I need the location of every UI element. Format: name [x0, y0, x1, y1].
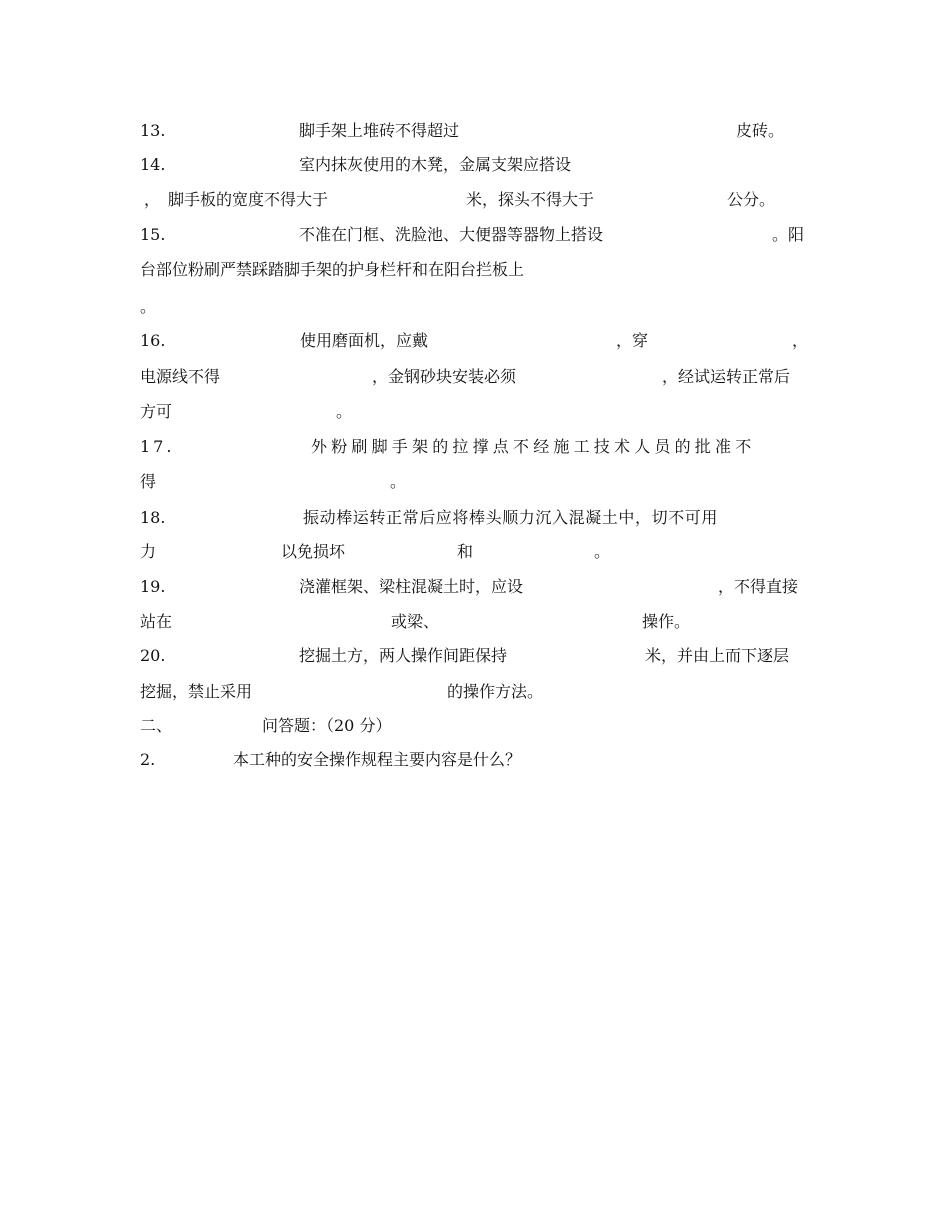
question-text-part: 和 — [457, 542, 474, 561]
section-title: 问答题：（20 分） — [262, 716, 392, 735]
question-text: 使用磨面机，应戴 — [300, 331, 429, 350]
question-number: 17. — [140, 437, 175, 456]
question-number: 19. — [140, 577, 166, 596]
question-17 — [0, 434, 950, 460]
question-text-tail: 。阳 — [772, 225, 805, 244]
question-number: 14. — [140, 155, 166, 174]
question-14-line-2 — [0, 187, 950, 213]
question-number: 18. — [140, 508, 166, 527]
question-text: 振动棒运转正常后应将棒头顺力沉入混凝土中，切不可用 — [303, 508, 719, 527]
question-text: 外粉刷脚手架的拉撑点不经施工技术人员的批准不 — [311, 437, 756, 456]
question-text: 不准在门框、洗脸池、大便器等器物上搭设 — [299, 225, 604, 244]
essay-question-2 — [0, 747, 950, 773]
question-text: 挖掘土方，两人操作间距保持 — [299, 646, 508, 665]
question-text-part: 。 — [336, 402, 353, 421]
question-number: 13. — [140, 121, 166, 140]
question-text-part: 得 — [140, 472, 157, 491]
question-text: 脚手架上堆砖不得超过 — [299, 121, 460, 140]
question-15-line-2 — [0, 257, 950, 283]
question-20-line-2 — [0, 679, 950, 705]
section-number: 二、 — [140, 716, 173, 735]
question-20 — [0, 643, 950, 669]
question-15 — [0, 222, 950, 248]
question-16-line-2 — [0, 364, 950, 390]
question-text-part: 站在 — [140, 612, 173, 631]
question-text-part: 电源线不得 — [140, 367, 221, 386]
question-18 — [0, 505, 950, 531]
question-text-part: 脚手板的宽度不得大于 — [168, 190, 329, 209]
question-text-tail: 皮砖。 — [736, 121, 785, 140]
question-text-part: 米，探头不得大于 — [466, 190, 595, 209]
question-text-part: ，穿 — [616, 331, 649, 350]
question-number: 15. — [140, 225, 166, 244]
question-text-part: ，金钢砂块安装必须 — [372, 367, 517, 386]
question-text: 浇灌框架、梁柱混凝土时，应设 — [299, 577, 524, 596]
question-text-part: ，经试运转正常后 — [662, 367, 791, 386]
question-number: 20. — [140, 646, 166, 665]
question-text-part: 。 — [140, 297, 157, 316]
question-text: 室内抹灰使用的木凳，金属支架应搭设 — [299, 155, 572, 174]
section-heading — [0, 713, 950, 739]
question-text-part: 的操作方法。 — [447, 682, 544, 701]
question-text-part: 方可 — [140, 402, 173, 421]
question-text: 本工种的安全操作规程主要内容是什么？ — [233, 750, 522, 769]
question-13 — [0, 118, 950, 144]
question-text-tail: 米，并由上而下逐层 — [645, 646, 790, 665]
question-18-line-2 — [0, 539, 950, 565]
question-text-part: 挖掘，禁止采用 — [140, 682, 253, 701]
question-text-tail: ，不得直接 — [718, 577, 799, 596]
question-text-part: 力 — [140, 542, 157, 561]
question-17-line-2 — [0, 469, 950, 495]
question-text-tail: ， — [792, 331, 809, 350]
question-text-part: 操作。 — [642, 612, 691, 631]
question-14 — [0, 152, 950, 178]
question-16 — [0, 328, 950, 354]
question-text-part: 。 — [390, 472, 407, 491]
question-text-part: 。 — [594, 542, 611, 561]
question-number: 2. — [140, 750, 156, 769]
question-text-part: 台部位粉刷严禁踩踏脚手架的护身栏杆和在阳台拦板上 — [140, 260, 525, 279]
question-number: 16. — [140, 331, 166, 350]
question-15-line-3 — [0, 294, 950, 320]
question-19-line-2 — [0, 609, 950, 635]
question-16-line-3 — [0, 399, 950, 425]
question-19 — [0, 574, 950, 600]
question-text-part: 公分。 — [727, 190, 776, 209]
question-text-part: 或梁、 — [391, 612, 440, 631]
question-text-part: ， — [144, 190, 161, 209]
question-text-part: 以免损坏 — [281, 542, 346, 561]
